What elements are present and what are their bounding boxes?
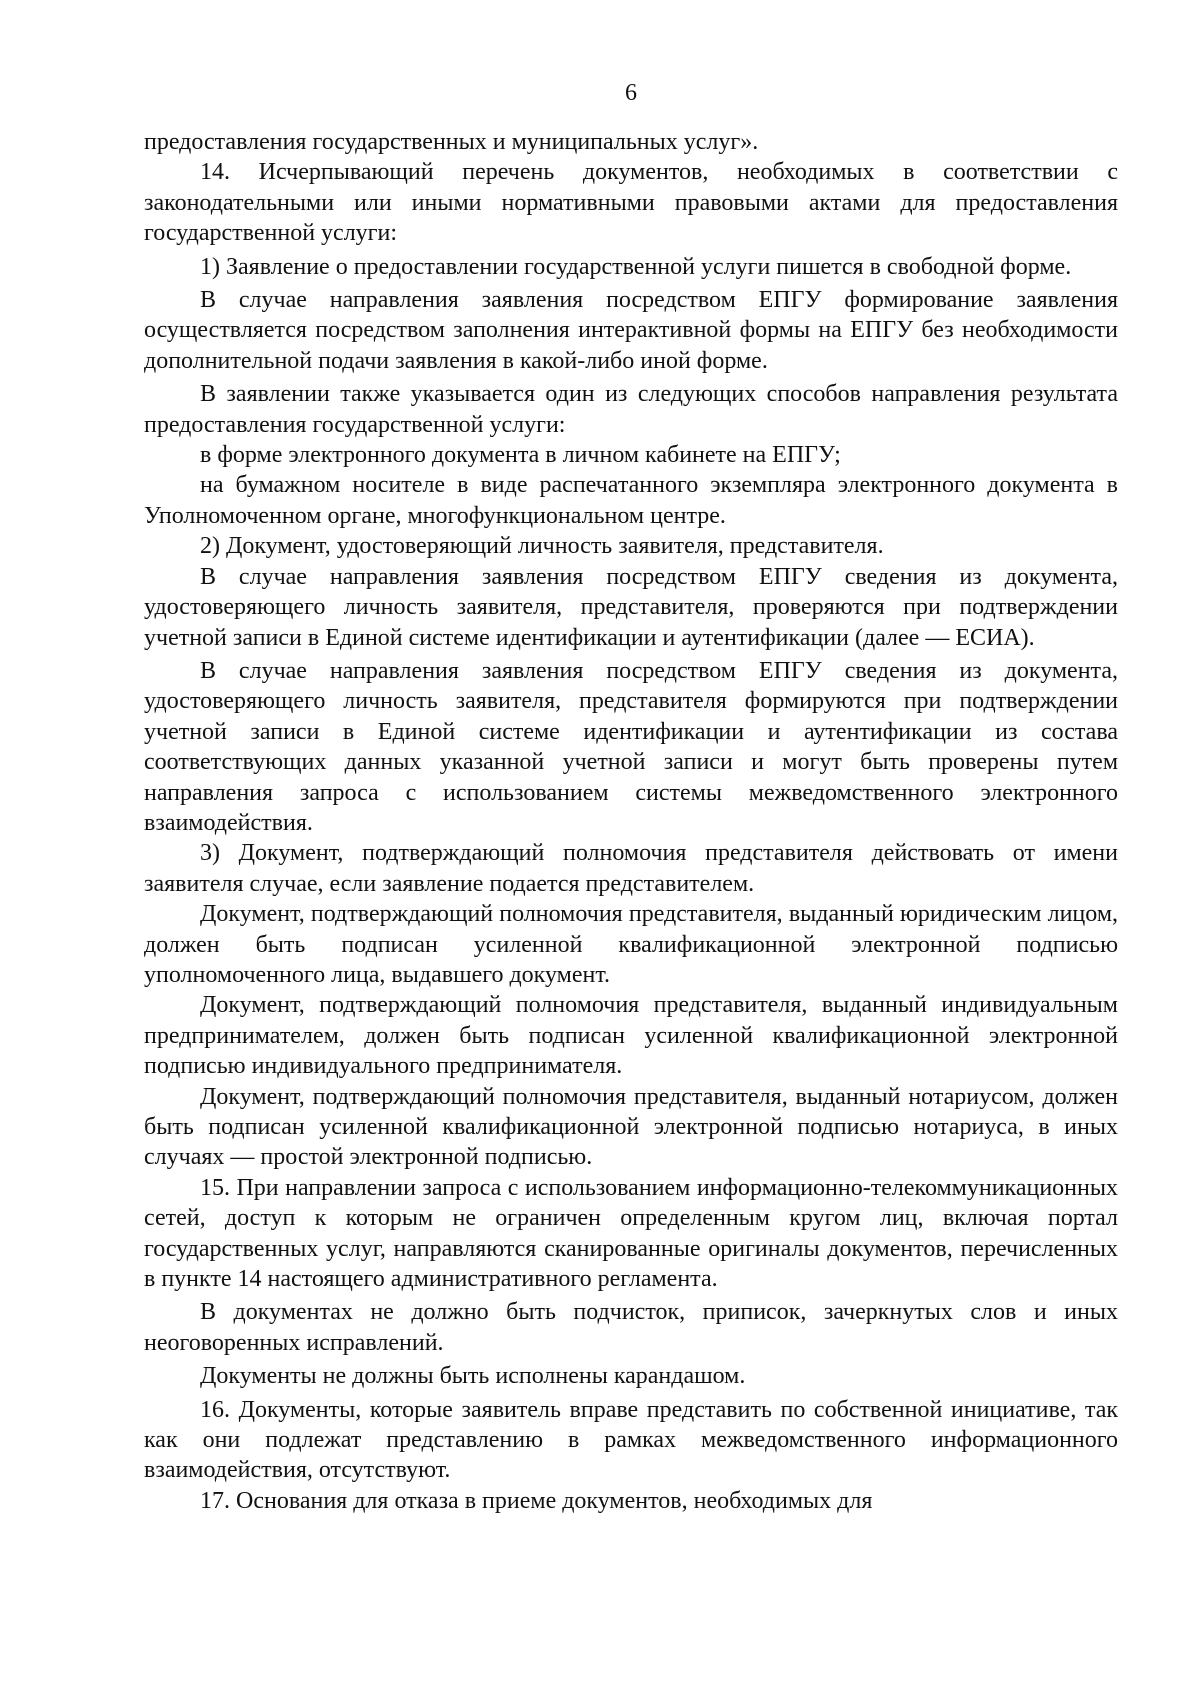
paragraph-no-corrections: В документах не должно быть подчисток, приписок, зачеркнутых слов и иных неоговоренных исправлений. xyxy=(144,1299,1118,1356)
paragraph-esia-forming: В случае направления заявления посредством ЕПГУ сведения из документа, удостоверяющего личность заявителя, представителя формируются при подтверждении учетной записи в Единой системе идентификации и аутентификации из состава соответствующих данных указанной учетной записи и могут быть проверены путем направления запроса с использованием системы межведомственного электронного взаимодействия. xyxy=(144,657,1118,836)
paragraph-notary-proxy: Документ, подтверждающий полномочия представителя, выданный нотариусом, должен быть подписан усиленной квалификационной электронной подписью нотариуса, в иных случаях — простой электронной подписью. xyxy=(144,1083,1118,1171)
paragraph-item-14: 14. Исчерпывающий перечень документов, необходимых в соответствии с законодательными или иными нормативными правовыми актами для предоставления государственной услуги: xyxy=(144,159,1118,247)
paragraph-entrepreneur-proxy: Документ, подтверждающий полномочия представителя, выданный индивидуальным предпринимателем, должен быть подписан усиленной квалификационной электронной подписью индивидуального предпринимателя. xyxy=(144,992,1118,1080)
paragraph-subitem-2: 2) Документ, удостоверяющий личность заявителя, представителя. xyxy=(200,533,884,560)
paragraph-esia-check: В случае направления заявления посредством ЕПГУ сведения из документа, удостоверяющего личность заявителя, представителя, проверяются при подтверждении учетной записи в Единой системе идентификации и аутентификации (далее — ЕСИА). xyxy=(144,563,1118,651)
paragraph-item-15: 15. При направлении запроса с использованием информационно-телекоммуникационных сетей, доступ к которым не ограничен определенным кругом лиц, включая портал государственных услуг, направляются сканированные оригиналы документов, перечисленных в пункте 14 настоящего административного регламента. xyxy=(144,1174,1118,1293)
paragraph-legal-entity-proxy: Документ, подтверждающий полномочия представителя, выданный юридическим лицом, должен быть подписан усиленной квалификационной электронной подписью уполномоченного лица, выдавшего документ. xyxy=(144,901,1118,988)
paragraph-electronic-result: в форме электронного документа в личном кабинете на ЕПГУ; xyxy=(200,442,841,469)
paragraph-item-16: 16. Документы, которые заявитель вправе представить по собственной инициативе, так как они подлежат представлению в рамках межведомственного информационного взаимодействия, отсутствуют. xyxy=(144,1396,1118,1484)
paragraph-paper-result: на бумажном носителе в виде распечатанного экземпляра электронного документа в Уполномоченном органе, многофункциональном центре. xyxy=(144,472,1118,529)
paragraph-subitem-3: 3) Документ, подтверждающий полномочия представителя действовать от имени заявителя случае, если заявление подается представителем. xyxy=(144,840,1118,897)
paragraph-subitem-1: 1) Заявление о предоставлении государственной услуги пишется в свободной форме. xyxy=(200,253,1072,280)
paragraph-item-17: 17. Основания для отказа в приеме документов, необходимых для xyxy=(200,1487,873,1514)
paragraph-result-methods: В заявлении также указывается один из следующих способов направления результата предоставления государственной услуги: xyxy=(144,381,1118,438)
paragraph-epgu-application: В случае направления заявления посредством ЕПГУ формирование заявления осуществляется посредством заполнения интерактивной формы на ЕПГУ без необходимости дополнительной подачи заявления в какой-либо иной форме. xyxy=(144,287,1118,374)
paragraph-continuation: предоставления государственных и муниципальных услуг». xyxy=(144,129,759,155)
paragraph-no-pencil: Документы не должны быть исполнены карандашом. xyxy=(200,1363,746,1390)
document-body xyxy=(144,127,1118,1516)
page-number: 6 xyxy=(625,80,637,106)
